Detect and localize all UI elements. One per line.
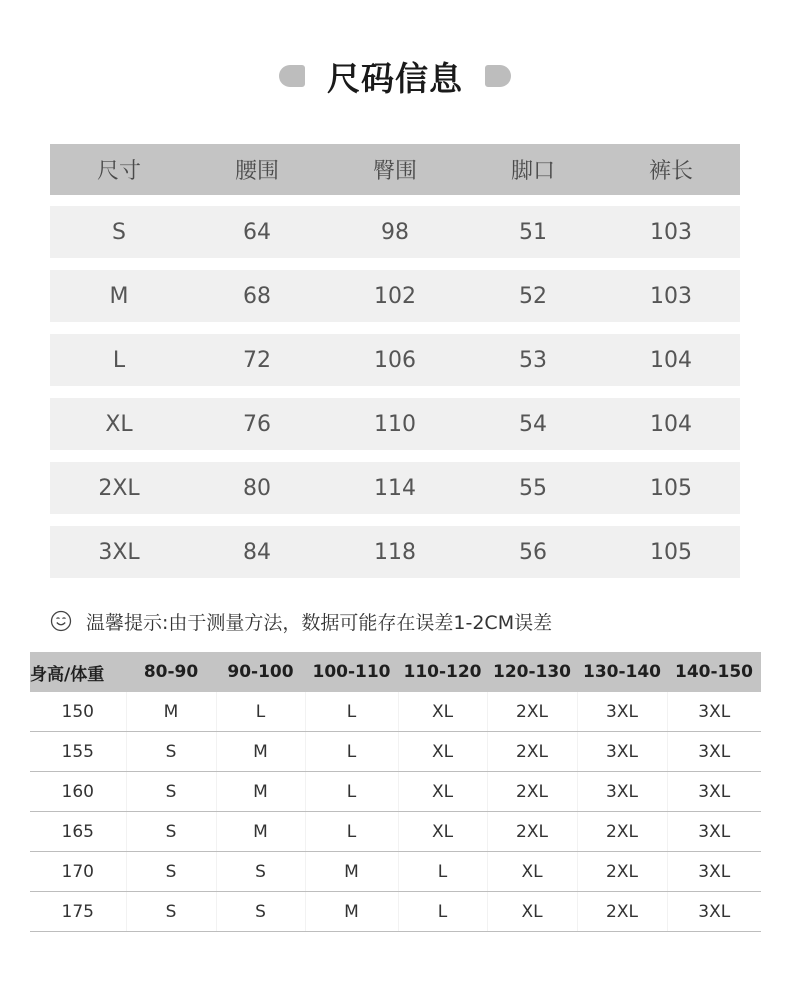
- size-cell: XL: [398, 812, 487, 852]
- size-cell: S: [216, 852, 305, 892]
- size-table-row: [50, 270, 740, 322]
- size-cell: M: [216, 772, 305, 812]
- table-row: [30, 772, 761, 812]
- table-row: [30, 812, 761, 852]
- size-header-cell: 臀围: [372, 159, 417, 184]
- header-weight-range: 80-90: [126, 652, 216, 692]
- size-cell: L: [216, 692, 305, 732]
- table-row: [30, 732, 761, 772]
- size-recommendation-table: [30, 652, 761, 932]
- size-cell: L: [398, 852, 487, 892]
- size-cell: 2XL: [577, 812, 667, 852]
- size-cell: 105: [650, 539, 692, 565]
- header-weight-range: 90-100: [216, 652, 305, 692]
- note-text: 温馨提示:由于测量方法，数据可能存在误差1-2CM误差: [86, 611, 553, 634]
- height-cell: 160: [30, 772, 126, 812]
- title-right-decoration: [485, 65, 511, 87]
- size-cell: 84: [243, 539, 271, 565]
- size-cell: S: [126, 732, 216, 772]
- size-cell: L: [305, 692, 398, 732]
- height-cell: 150: [30, 692, 126, 732]
- size-cell: 3XL: [667, 772, 761, 812]
- size-cell: 76: [243, 411, 271, 437]
- size-header-cell: 裤长: [648, 159, 693, 184]
- size-cell: 114: [374, 475, 416, 501]
- size-cell: 2XL: [577, 852, 667, 892]
- size-cell: 56: [519, 539, 547, 565]
- size-cell: 3XL: [577, 772, 667, 812]
- header-height-weight: 身高/体重: [30, 652, 126, 692]
- smile-icon: [50, 610, 72, 632]
- header-weight-range: 130-140: [577, 652, 667, 692]
- size-cell: 2XL: [98, 475, 140, 501]
- size-cell: 110: [374, 411, 416, 437]
- size-cell: 2XL: [577, 892, 667, 932]
- size-cell: 3XL: [577, 692, 667, 732]
- size-table-row: [50, 398, 740, 450]
- size-table-row: [50, 462, 740, 514]
- size-cell: L: [305, 732, 398, 772]
- size-cell: XL: [105, 411, 133, 437]
- recommendation-header-row: [30, 652, 761, 692]
- size-cell: 3XL: [667, 692, 761, 732]
- size-cell: M: [126, 692, 216, 732]
- size-cell: XL: [398, 732, 487, 772]
- size-cell: S: [112, 219, 126, 245]
- size-header-cell: 脚口: [510, 159, 555, 184]
- size-table-header: [50, 144, 740, 195]
- size-table-row: [50, 206, 740, 258]
- size-cell: 103: [650, 219, 692, 245]
- size-cell: 103: [650, 283, 692, 309]
- size-cell: S: [126, 892, 216, 932]
- size-cell: 98: [381, 219, 409, 245]
- size-cell: 51: [519, 219, 547, 245]
- height-cell: 155: [30, 732, 126, 772]
- size-cell: 52: [519, 283, 547, 309]
- size-cell: 118: [374, 539, 416, 565]
- table-row: [30, 852, 761, 892]
- header-weight-range: 120-130: [487, 652, 577, 692]
- size-cell: 104: [650, 411, 692, 437]
- height-cell: 170: [30, 852, 126, 892]
- size-cell: XL: [398, 692, 487, 732]
- size-cell: 3XL: [667, 812, 761, 852]
- size-cell: 72: [243, 347, 271, 373]
- size-cell: M: [216, 812, 305, 852]
- size-cell: 104: [650, 347, 692, 373]
- size-cell: S: [126, 852, 216, 892]
- size-cell: XL: [487, 852, 577, 892]
- page-title-block: [0, 48, 790, 104]
- size-cell: 2XL: [487, 812, 577, 852]
- size-cell: 3XL: [667, 892, 761, 932]
- size-cell: L: [305, 812, 398, 852]
- size-cell: 3XL: [667, 732, 761, 772]
- header-weight-range: 110-120: [398, 652, 487, 692]
- size-cell: 64: [243, 219, 271, 245]
- size-cell: 3XL: [577, 732, 667, 772]
- size-table: [50, 144, 740, 590]
- page-title: 尺码信息: [327, 58, 463, 98]
- measurement-note: [50, 606, 552, 636]
- size-table-row: [50, 526, 740, 578]
- size-cell: 53: [519, 347, 547, 373]
- size-cell: S: [126, 772, 216, 812]
- size-cell: M: [305, 892, 398, 932]
- size-cell: M: [216, 732, 305, 772]
- table-row: [30, 692, 761, 732]
- size-header-cell: 尺寸: [96, 159, 141, 184]
- size-cell: 55: [519, 475, 547, 501]
- size-cell: 2XL: [487, 772, 577, 812]
- height-cell: 165: [30, 812, 126, 852]
- size-cell: L: [398, 892, 487, 932]
- size-cell: 105: [650, 475, 692, 501]
- size-header-cell: 腰围: [234, 159, 279, 184]
- size-cell: S: [216, 892, 305, 932]
- size-cell: 3XL: [98, 539, 140, 565]
- title-left-decoration: [279, 65, 305, 87]
- size-cell: 2XL: [487, 692, 577, 732]
- size-cell: 106: [374, 347, 416, 373]
- size-cell: 102: [374, 283, 416, 309]
- size-cell: 2XL: [487, 732, 577, 772]
- size-cell: 80: [243, 475, 271, 501]
- size-cell: 3XL: [667, 852, 761, 892]
- height-cell: 175: [30, 892, 126, 932]
- table-row: [30, 892, 761, 932]
- size-cell: XL: [487, 892, 577, 932]
- header-weight-range: 100-110: [305, 652, 398, 692]
- size-cell: 54: [519, 411, 547, 437]
- size-cell: 68: [243, 283, 271, 309]
- size-cell: XL: [398, 772, 487, 812]
- size-table-row: [50, 334, 740, 386]
- size-cell: S: [126, 812, 216, 852]
- size-cell: M: [109, 283, 129, 309]
- size-cell: M: [305, 852, 398, 892]
- size-cell: L: [112, 347, 126, 373]
- size-cell: L: [305, 772, 398, 812]
- header-weight-range: 140-150: [667, 652, 761, 692]
